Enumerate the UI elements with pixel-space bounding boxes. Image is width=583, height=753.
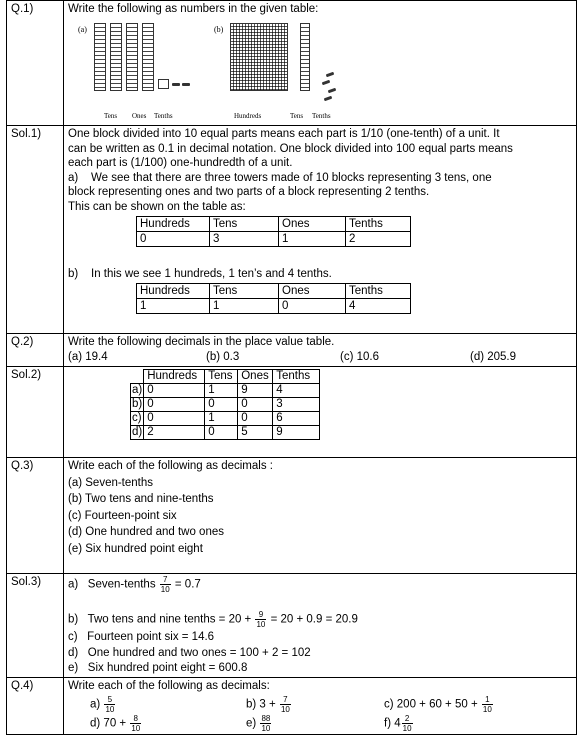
q2-body: [64, 334, 577, 367]
cell: 1: [210, 298, 279, 313]
qa-table: [6, 0, 577, 735]
fraction: $\frac{9}{10}$: [256, 610, 266, 629]
tenth-piece: [322, 79, 331, 85]
cell: 0: [238, 398, 273, 412]
q4-e: e) $\frac{88}{10}$: [246, 714, 271, 733]
caption-tenths-b: Tenths: [312, 111, 331, 120]
sol2-label: Sol.2): [7, 367, 64, 458]
cell: 0: [144, 398, 205, 412]
q4-c: c) 200 + 60 + 50 + $\frac{1}{10}$: [384, 695, 492, 714]
cell: 0: [144, 412, 205, 426]
worksheet: [6, 0, 577, 735]
header-tens: Tens: [210, 283, 279, 298]
header-hundreds: Hundreds: [144, 370, 205, 384]
cell: 1: [205, 412, 238, 426]
q3-item: (d) One hundred and two ones: [68, 526, 224, 538]
cell: 3: [210, 232, 279, 247]
sol1-para-line: One block divided into 10 equal parts means each part is 1/10 (one-tenth) of a unit. It: [68, 128, 500, 140]
tenth-piece: [324, 95, 333, 101]
place-value-table-sol2: [130, 369, 320, 440]
q4-body: [64, 677, 577, 735]
hundred-flat: [230, 23, 288, 91]
q1-label: Q.1): [7, 1, 64, 126]
ten-tower: [142, 23, 154, 91]
cell: 2: [144, 426, 205, 440]
cell: 0: [205, 426, 238, 440]
tenth-piece: [328, 87, 337, 93]
q2-option: (d) 205.9: [470, 350, 517, 363]
q1-question: Write the following as numbers in the given table:: [68, 3, 319, 15]
cell: 4: [346, 298, 411, 313]
tenth-piece: [326, 71, 335, 77]
ten-tower: [110, 23, 122, 91]
cell: 6: [273, 412, 320, 426]
figure-a-label: (a): [78, 24, 87, 34]
sol3-body: [64, 574, 577, 678]
sol3-label: Sol.3): [7, 574, 64, 678]
q4-row: [68, 714, 572, 733]
caption-ones: Ones: [132, 111, 147, 120]
sol1-para-line: can be written as 0.1 in decimal notation. One block divided into 100 equal parts means: [68, 142, 513, 155]
cell: 0: [205, 398, 238, 412]
cell: 5: [238, 426, 273, 440]
place-value-table-b: [136, 283, 411, 314]
q3-question: Write each of the following as decimals :: [68, 460, 273, 472]
q4-f: f) 4 $\frac{2}{10}$: [384, 714, 412, 733]
q2-question: Write the following decimals in the place value table.: [68, 336, 335, 348]
q2-option: (c) 10.6: [340, 350, 379, 363]
sol3-b: b) Two tens and nine tenths = 20 + $\frac{9}{10}$ = 20 + 0.9 = 20.9: [68, 610, 358, 629]
header-ones: Ones: [238, 370, 273, 384]
cell: 1: [205, 384, 238, 398]
caption-hundreds: Hundreds: [234, 111, 262, 120]
q4-a: a) $\frac{5}{10}$: [90, 695, 115, 714]
place-value-table-a: [136, 216, 411, 247]
q2-options: [68, 350, 572, 365]
sol1-a-line: This can be shown on the table as:: [68, 200, 246, 213]
q1-body: [64, 1, 577, 126]
header-tenths: Tenths: [346, 283, 411, 298]
q3-label: Q.3): [7, 458, 64, 574]
sol1-a-line: a) We see that there are three towers made of 10 blocks representing 3 tens, one: [68, 171, 492, 184]
cell: 1: [279, 232, 346, 247]
sol1-body: [64, 126, 577, 334]
cell: 9: [238, 384, 273, 398]
ten-tower: [94, 23, 106, 91]
caption-tens-b: Tens: [290, 111, 304, 120]
header-ones: Ones: [279, 217, 346, 232]
q3-body: [64, 458, 577, 574]
q3-item: (a) Seven-tenths: [68, 476, 154, 489]
sol1-para-line: each part is (1/100) one-hundredth of a unit.: [68, 157, 293, 169]
cell: 0: [137, 232, 210, 247]
fraction: $\frac{7}{10}$: [160, 575, 170, 594]
tenth-piece: [172, 83, 180, 86]
q4-d: d) 70 + $\frac{8}{10}$: [90, 714, 141, 733]
sol1-a-line: block representing ones and two parts of a block representing 2 tenths.: [68, 186, 430, 198]
sol3-d: d) One hundred and two ones = 100 + 2 = 102: [68, 646, 311, 659]
cell: 9: [273, 426, 320, 440]
row-tag: d): [132, 426, 143, 438]
caption-tenths: Tenths: [154, 111, 173, 120]
sol3-e: e) Six hundred point eight = 600.8: [68, 662, 248, 674]
header-tens: Tens: [205, 370, 238, 384]
cell: 0: [144, 384, 205, 398]
q2-label: Q.2): [7, 334, 64, 367]
q3-item: (b) Two tens and nine-tenths: [68, 493, 214, 505]
sol3-a-text: a) Seven-tenths: [68, 578, 156, 591]
ten-tower: [126, 23, 138, 91]
tenth-piece: [182, 83, 190, 86]
figure-b-label: (b): [214, 24, 224, 34]
q4-b: b) 3 + $\frac{7}{10}$: [246, 695, 290, 714]
row-tag: b): [132, 398, 143, 410]
q3-item: (e) Six hundred point eight: [68, 542, 203, 555]
q2-option: (b) 0.3: [206, 350, 240, 363]
ten-tower: [300, 23, 310, 91]
sol1-label: Sol.1): [7, 126, 64, 334]
q3-item: (c) Fourteen-point six: [68, 509, 177, 522]
row-tag: c): [131, 412, 144, 426]
header-ones: Ones: [279, 283, 346, 298]
cell: 3: [273, 398, 320, 412]
row-tag: a): [132, 384, 143, 396]
sol3-c: c) Fourteen point six = 14.6: [68, 631, 215, 643]
cell: 2: [346, 232, 411, 247]
cell: 0: [279, 298, 346, 313]
header-tens: Tens: [210, 217, 279, 232]
header-tenths: Tenths: [346, 217, 411, 232]
q4-question: Write each of the following as decimals:: [68, 679, 270, 692]
q1-figure: [68, 19, 572, 123]
cell: 0: [238, 412, 273, 426]
cell: 4: [273, 384, 320, 398]
sol1-b-line: b) In this we see 1 hundreds, 1 ten’s and 4 tenths.: [68, 268, 332, 280]
sol3-a: a) Seven-tenths $\frac{7}{10}$ = 0.7: [68, 575, 201, 594]
header-hundreds: Hundreds: [137, 283, 210, 298]
q4-label: Q.4): [7, 677, 64, 735]
cell: 1: [137, 298, 210, 313]
q4-row: [68, 695, 572, 714]
header-tenths: Tenths: [273, 370, 320, 384]
header-hundreds: Hundreds: [137, 217, 210, 232]
q2-option: (a) 19.4: [68, 350, 108, 363]
sol2-body: [64, 367, 577, 458]
one-cube: [158, 79, 169, 89]
caption-tens: Tens: [104, 111, 118, 120]
